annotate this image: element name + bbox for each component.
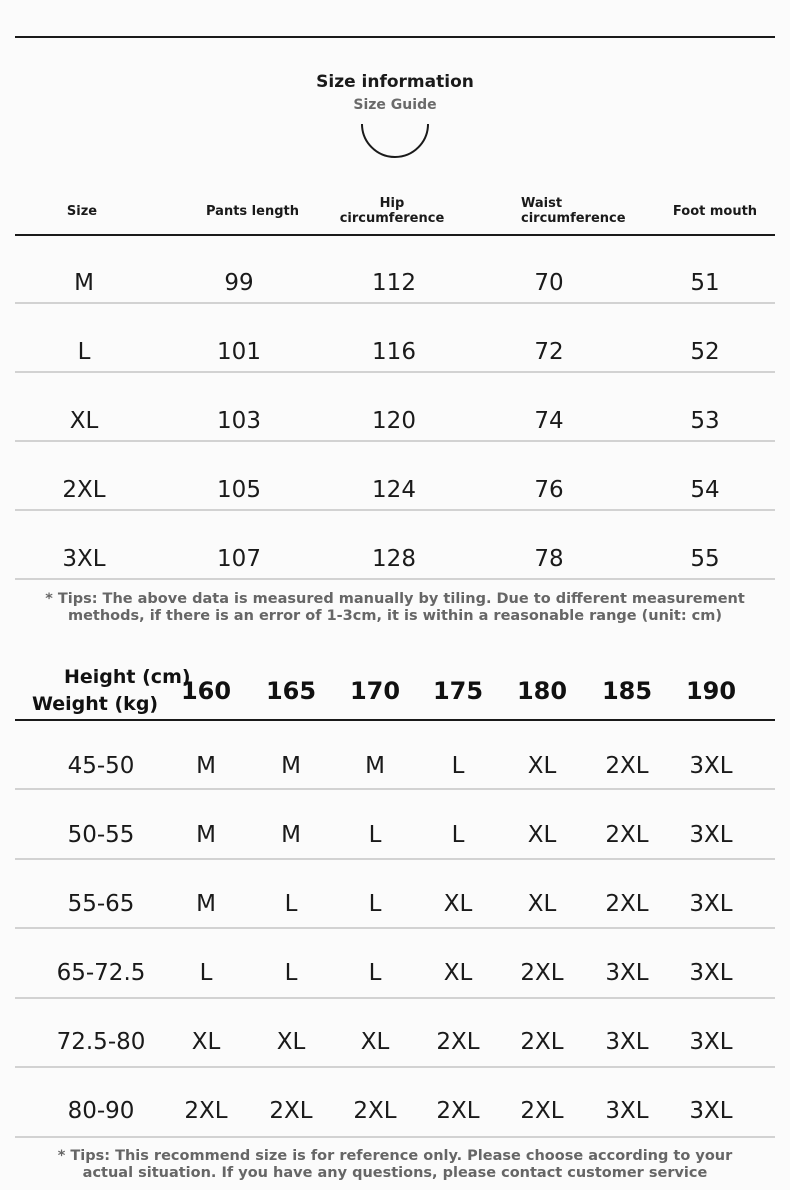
foot-mouth-cell: 55: [690, 546, 720, 572]
pants-length-cell: 105: [217, 477, 261, 503]
waist-cell: 70: [534, 270, 564, 296]
recommend-size-cell: 2XL: [269, 1098, 313, 1124]
recommend-size-cell: 2XL: [605, 822, 649, 848]
recommend-size-cell: XL: [276, 1029, 306, 1055]
recommend-size-cell: 3XL: [689, 891, 733, 917]
foot-mouth-cell: 54: [690, 477, 720, 503]
waist-cell: 74: [534, 408, 564, 434]
recommend-size-cell: L: [451, 822, 465, 848]
row-divider: [15, 302, 775, 304]
row-divider: [15, 858, 775, 860]
recommend-size-cell: 3XL: [689, 822, 733, 848]
recommend-size-cell: XL: [360, 1029, 390, 1055]
size-tip-line2: methods, if there is an error of 1-3cm, it is within a reasonable range (unit: cm): [67, 608, 722, 624]
col-header-hip-line1: Hip: [379, 196, 405, 211]
recommend-size-cell: 2XL: [520, 960, 564, 986]
recommend-size-cell: L: [368, 822, 382, 848]
waist-cell: 72: [534, 339, 564, 365]
height-column-header: 160: [180, 677, 232, 705]
size-cell: L: [77, 339, 91, 365]
recommend-size-cell: 2XL: [520, 1098, 564, 1124]
waist-cell: 78: [534, 546, 564, 572]
col-header-pants-length: Pants length: [206, 204, 299, 219]
recommend-size-cell: L: [368, 891, 382, 917]
row-divider: [15, 371, 775, 373]
recommend-size-cell: 2XL: [353, 1098, 397, 1124]
page-title: Size information: [316, 72, 474, 92]
height-column-header: 165: [265, 677, 317, 705]
recommend-size-cell: L: [451, 753, 465, 779]
pants-length-cell: 103: [217, 408, 261, 434]
height-column-header: 170: [349, 677, 401, 705]
row-divider: [15, 578, 775, 580]
weight-label: Weight (kg): [32, 693, 159, 715]
col-header-foot-mouth: Foot mouth: [672, 204, 758, 219]
recommend-size-cell: XL: [527, 822, 557, 848]
size-tip-line1: * Tips: The above data is measured manually by tiling. Due to different measurement: [45, 591, 745, 607]
row-divider: [15, 509, 775, 511]
weight-range-cell: 80-90: [67, 1098, 135, 1124]
height-column-header: 190: [685, 677, 737, 705]
foot-mouth-cell: 51: [690, 270, 720, 296]
weight-range-cell: 65-72.5: [56, 960, 146, 986]
height-column-header: 185: [601, 677, 653, 705]
recommend-size-cell: 2XL: [520, 1029, 564, 1055]
recommend-size-cell: 2XL: [605, 891, 649, 917]
recommend-size-cell: L: [284, 891, 298, 917]
recommend-tip-line2: actual situation. If you have any questions, please contact customer service: [82, 1165, 708, 1181]
recommend-size-cell: L: [284, 960, 298, 986]
recommend-size-cell: XL: [443, 891, 473, 917]
size-cell: 2XL: [62, 477, 106, 503]
foot-mouth-cell: 53: [690, 408, 720, 434]
row-divider: [15, 1136, 775, 1138]
pants-length-cell: 101: [217, 339, 261, 365]
top-divider: [15, 36, 775, 38]
size-table-header-rule: [15, 234, 775, 236]
recommend-size-cell: XL: [527, 753, 557, 779]
height-label: Height (cm): [64, 666, 191, 688]
waist-cell: 76: [534, 477, 564, 503]
recommend-size-cell: 3XL: [689, 1098, 733, 1124]
recommend-size-cell: M: [365, 753, 385, 779]
size-cell: XL: [69, 408, 99, 434]
height-column-header: 175: [432, 677, 484, 705]
recommend-size-cell: XL: [527, 891, 557, 917]
col-header-waist-line1: Waist: [521, 196, 563, 211]
weight-range-cell: 72.5-80: [56, 1029, 146, 1055]
recommend-size-cell: M: [196, 891, 216, 917]
recommend-size-cell: M: [281, 753, 301, 779]
height-column-header: 180: [516, 677, 568, 705]
row-divider: [15, 927, 775, 929]
hip-cell: 116: [372, 339, 416, 365]
recommend-size-cell: 3XL: [689, 753, 733, 779]
recommend-table-header-rule: [15, 719, 775, 721]
recommend-size-cell: 2XL: [436, 1029, 480, 1055]
col-header-hip-line2: circumference: [339, 211, 445, 226]
weight-range-cell: 55-65: [67, 891, 135, 917]
page-subtitle: Size Guide: [353, 97, 437, 113]
row-divider: [15, 440, 775, 442]
col-header-waist-line2: circumference: [521, 211, 626, 226]
recommend-size-cell: 2XL: [605, 753, 649, 779]
recommend-size-cell: M: [196, 822, 216, 848]
recommend-size-cell: M: [196, 753, 216, 779]
recommend-tip-line1: * Tips: This recommend size is for reference only. Please choose according to your: [57, 1148, 733, 1164]
recommend-size-cell: L: [199, 960, 213, 986]
recommend-size-cell: 3XL: [689, 960, 733, 986]
recommend-size-cell: M: [281, 822, 301, 848]
row-divider: [15, 997, 775, 999]
weight-range-cell: 45-50: [67, 753, 135, 779]
size-cell: M: [74, 270, 94, 296]
recommend-size-cell: XL: [191, 1029, 221, 1055]
recommend-size-cell: L: [368, 960, 382, 986]
hip-cell: 124: [372, 477, 416, 503]
foot-mouth-cell: 52: [690, 339, 720, 365]
recommend-size-cell: 3XL: [689, 1029, 733, 1055]
row-divider: [15, 788, 775, 790]
weight-range-cell: 50-55: [67, 822, 135, 848]
pants-length-cell: 107: [217, 546, 261, 572]
recommend-size-cell: 3XL: [605, 1029, 649, 1055]
recommend-size-cell: 3XL: [605, 960, 649, 986]
col-header-size: Size: [66, 204, 98, 219]
pants-length-cell: 99: [224, 270, 254, 296]
hip-cell: 112: [372, 270, 416, 296]
recommend-size-cell: XL: [443, 960, 473, 986]
recommend-size-cell: 2XL: [436, 1098, 480, 1124]
row-divider: [15, 1066, 775, 1068]
recommend-size-cell: 3XL: [605, 1098, 649, 1124]
decorative-arc-icon: [360, 122, 430, 160]
size-cell: 3XL: [62, 546, 106, 572]
hip-cell: 128: [372, 546, 416, 572]
recommend-size-cell: 2XL: [184, 1098, 228, 1124]
hip-cell: 120: [372, 408, 416, 434]
